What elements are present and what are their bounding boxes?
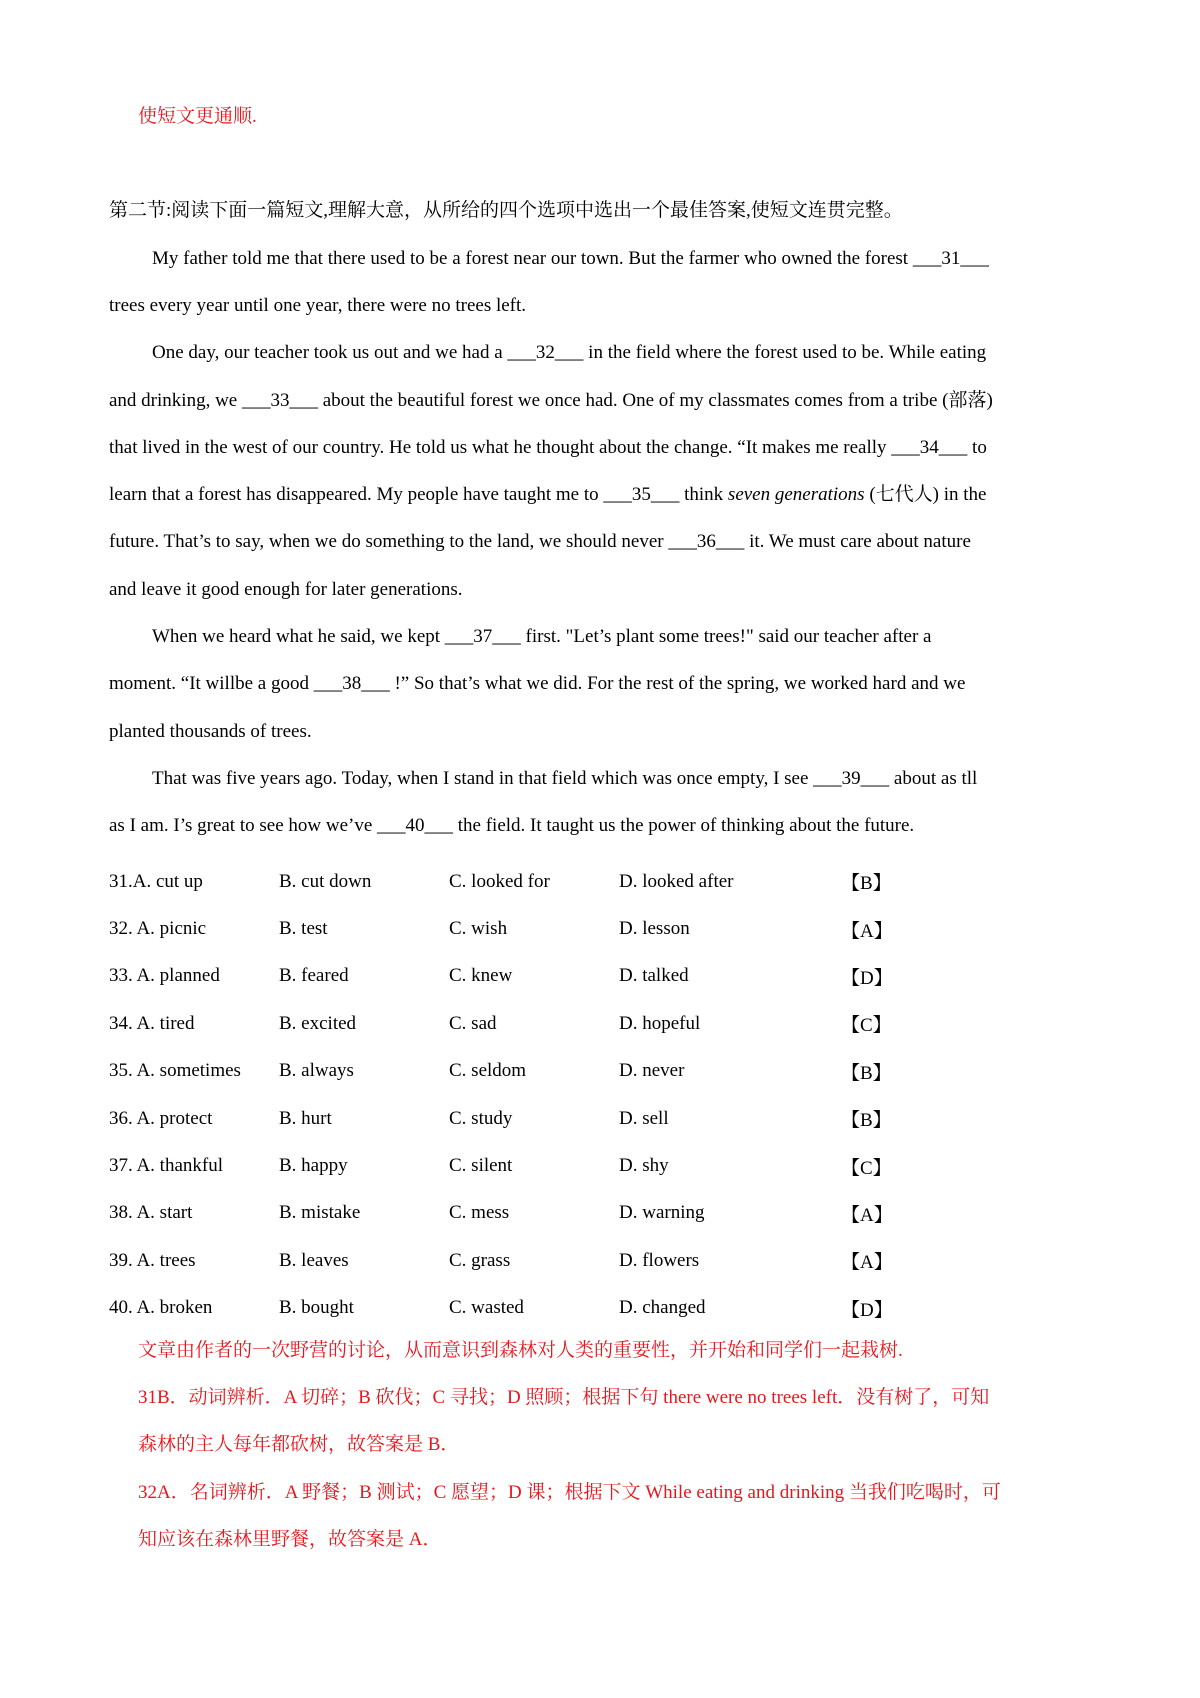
answer-key: 【D】 <box>841 1299 893 1321</box>
question-row <box>109 953 929 1000</box>
option-b: B. excited <box>279 1012 357 1034</box>
option-b: B. cut down <box>279 870 372 892</box>
option-d: D. hopeful <box>619 1012 701 1034</box>
option-a: 38. A. start <box>109 1202 193 1224</box>
question-row <box>109 1048 929 1095</box>
option-c: C. study <box>449 1107 513 1129</box>
question-row <box>109 1142 929 1189</box>
option-d: D. shy <box>619 1155 669 1177</box>
question-row <box>109 858 929 905</box>
answer-key: 【A】 <box>841 1204 893 1226</box>
option-c: C. seldom <box>449 1060 527 1082</box>
options-table <box>109 858 929 1332</box>
question-row <box>109 905 929 952</box>
passage-line: and drinking, we ___33___ about the beautiful forest we once had. One of my classmates comes from a tribe (部落) <box>109 390 993 411</box>
analysis-line: 32A．名词辨析．A 野餐；B 测试；C 愿望；D 课；根据下文 While eating and drinking 当我们吃喝时，可 <box>138 1482 1001 1503</box>
passage-line: trees every year until one year, there were no trees left. <box>109 295 527 316</box>
option-b: B. leaves <box>279 1249 349 1271</box>
analysis-line: 森林的主人每年都砍树，故答案是 B． <box>138 1434 460 1455</box>
question-row <box>109 1000 929 1047</box>
passage-line: future. That’s to say, when we do something to the land, we should never ___36___ it. We must care about nature <box>109 531 971 552</box>
question-row <box>109 1285 929 1332</box>
option-c: C. wish <box>449 918 508 940</box>
option-c: C. grass <box>449 1249 511 1271</box>
passage-line <box>109 483 986 507</box>
option-b: B. test <box>279 918 328 940</box>
option-a: 35. A. sometimes <box>109 1060 241 1082</box>
analysis-summary: 文章由作者的一次野营的讨论，从而意识到森林对人类的重要性，并开始和同学们一起栽树. <box>138 1340 903 1361</box>
option-c: C. mess <box>449 1202 510 1224</box>
answer-key: 【B】 <box>841 1110 892 1132</box>
option-c: C. silent <box>449 1155 513 1177</box>
analysis-line: 知应该在森林里野餐，故答案是 A． <box>138 1529 442 1550</box>
option-c: C. knew <box>449 965 513 987</box>
answer-key: 【A】 <box>841 1252 893 1274</box>
option-a: 33. A. planned <box>109 965 220 987</box>
option-b: B. always <box>279 1060 354 1082</box>
passage-line: One day, our teacher took us out and we had a ___32___ in the field where the forest used to be. While eating <box>152 342 987 363</box>
passage-line: That was five years ago. Today, when I stand in that field which was once empty, I see ___39___ about as tll <box>152 768 978 789</box>
option-a: 39. A. trees <box>109 1249 196 1271</box>
passage-line: that lived in the west of our country. He told us what he thought about the change. “It makes me really ___34___ to <box>109 437 987 458</box>
option-c: C. looked for <box>449 870 550 892</box>
option-d: D. sell <box>619 1107 669 1129</box>
analysis-line: 31B．动词辨析．A 切碎；B 砍伐；C 寻找；D 照顾；根据下句 there were no trees left．没有树了，可知 <box>138 1387 990 1408</box>
option-b: B. bought <box>279 1297 354 1319</box>
option-a: 31.A. cut up <box>109 870 203 892</box>
answer-key: 【C】 <box>841 1157 892 1179</box>
passage-line: planted thousands of trees. <box>109 721 312 742</box>
answer-key: 【B】 <box>841 1062 892 1084</box>
italic-phrase: seven generations <box>727 484 865 505</box>
answer-key: 【C】 <box>841 1015 892 1037</box>
top-note: 使短文更通顺. <box>138 106 257 127</box>
option-a: 36. A. protect <box>109 1107 213 1129</box>
option-a: 32. A. picnic <box>109 918 207 940</box>
option-d: D. lesson <box>619 918 690 940</box>
option-b: B. mistake <box>279 1202 361 1224</box>
passage-line: My father told me that there used to be a forest near our town. But the farmer who owned the forest ___31___ <box>152 248 989 269</box>
passage-text: learn that a forest has disappeared. My people have taught me to ___35___ think <box>109 484 728 505</box>
passage-line: When we heard what he said, we kept ___37___ first. "Let’s plant some trees!" said our teacher after a <box>152 626 932 647</box>
question-row <box>109 1190 929 1237</box>
option-d: D. looked after <box>619 870 734 892</box>
passage-line: moment. “It willbe a good ___38___ !” So that’s what we did. For the rest of the spring, we worked hard and we <box>109 673 966 694</box>
option-d: D. talked <box>619 965 689 987</box>
option-b: B. hurt <box>279 1107 332 1129</box>
question-row <box>109 1095 929 1142</box>
option-c: C. sad <box>449 1012 497 1034</box>
option-c: C. wasted <box>449 1297 524 1319</box>
option-a: 34. A. tired <box>109 1012 195 1034</box>
answer-key: 【D】 <box>841 967 893 989</box>
option-d: D. changed <box>619 1297 706 1319</box>
option-d: D. warning <box>619 1202 705 1224</box>
answer-key: 【A】 <box>841 920 893 942</box>
passage-text: (七代人) in the <box>864 484 987 505</box>
option-a: 40. A. broken <box>109 1297 213 1319</box>
option-d: D. never <box>619 1060 685 1082</box>
option-d: D. flowers <box>619 1249 700 1271</box>
option-a: 37. A. thankful <box>109 1155 223 1177</box>
passage-line: as I am. I’s great to see how we’ve ___40___ the field. It taught us the power of thinking about the future. <box>109 815 915 836</box>
question-row <box>109 1237 929 1284</box>
answer-key: 【B】 <box>841 873 892 895</box>
option-b: B. happy <box>279 1155 348 1177</box>
option-b: B. feared <box>279 965 349 987</box>
section-title: 第二节:阅读下面一篇短文,理解大意，从所给的四个选项中选出一个最佳答案,使短文连贯完整。 <box>109 200 903 221</box>
passage-line: and leave it good enough for later generations. <box>109 579 463 600</box>
